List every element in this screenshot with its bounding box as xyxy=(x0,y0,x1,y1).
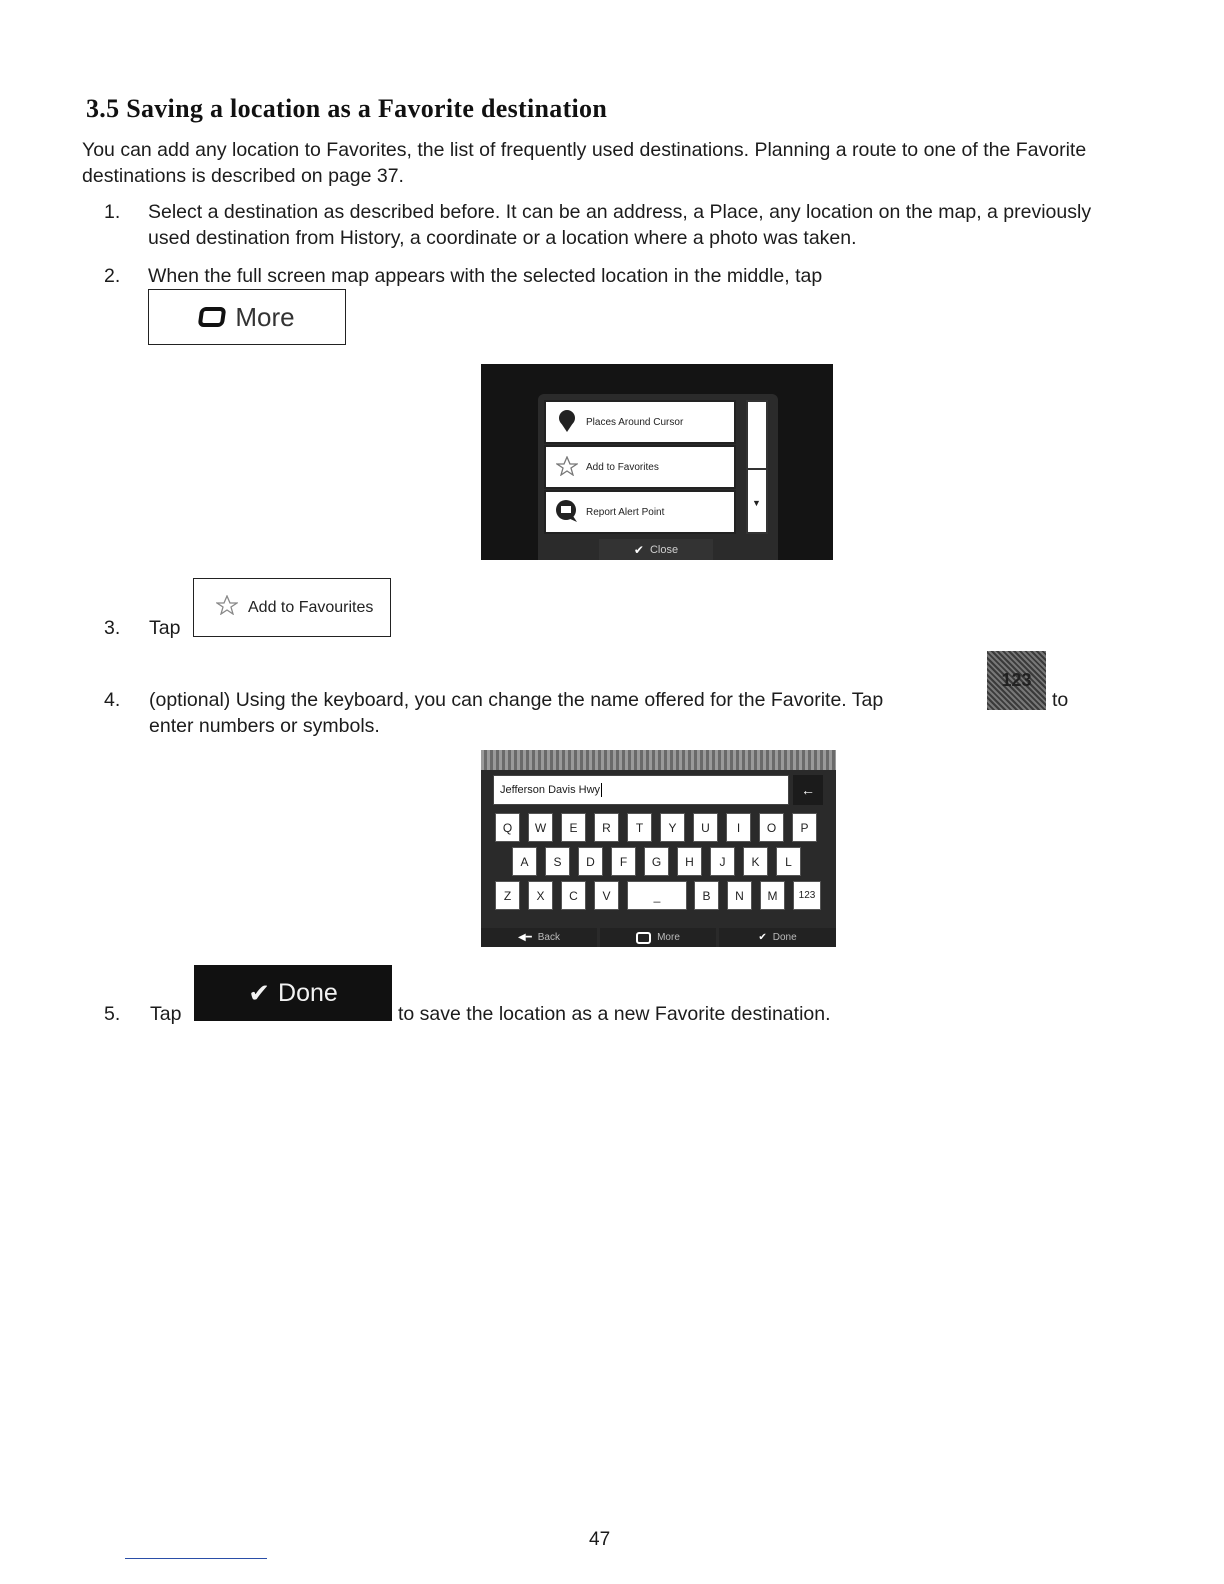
key-i[interactable]: I xyxy=(726,813,751,842)
key-e[interactable]: E xyxy=(561,813,586,842)
done-button[interactable] xyxy=(194,965,392,1021)
menu-item-label: Places Around Cursor xyxy=(586,416,684,428)
keyboard-back-label: Back xyxy=(537,932,560,943)
step-3-number: 3. xyxy=(104,617,121,639)
keyboard-done-label: Done xyxy=(772,932,797,943)
check-icon: ✔ xyxy=(248,977,271,1008)
key-r[interactable]: R xyxy=(594,813,619,842)
key-j[interactable]: J xyxy=(710,847,735,876)
more-icon xyxy=(198,307,227,327)
key-f[interactable]: F xyxy=(611,847,636,876)
menu-item-add-to-favorites[interactable] xyxy=(544,445,736,489)
menu-screenshot xyxy=(481,364,833,560)
key-l[interactable]: L xyxy=(776,847,801,876)
key-q[interactable]: Q xyxy=(495,813,520,842)
step-4-text-line2: enter numbers or symbols. xyxy=(149,715,380,737)
section-heading: 3.5 Saving a location as a Favorite destination xyxy=(86,94,608,123)
more-icon xyxy=(636,932,651,944)
menu-item-label: Report Alert Point xyxy=(586,506,665,518)
footnote-rule xyxy=(125,1558,267,1559)
key-c[interactable]: C xyxy=(561,881,586,910)
name-input[interactable] xyxy=(493,775,789,805)
key-o[interactable]: O xyxy=(759,813,784,842)
key-a[interactable]: A xyxy=(512,847,537,876)
key-b[interactable]: B xyxy=(694,881,719,910)
step-5-text-after: to save the location as a new Favorite destination. xyxy=(398,1003,831,1025)
key-d[interactable]: D xyxy=(578,847,603,876)
key-x[interactable]: X xyxy=(528,881,553,910)
keyboard-back-button[interactable] xyxy=(481,928,597,947)
close-button[interactable] xyxy=(599,539,713,560)
more-button[interactable] xyxy=(148,289,346,345)
key-m[interactable]: M xyxy=(760,881,785,910)
key-g[interactable]: G xyxy=(644,847,669,876)
step-3-text: Tap xyxy=(149,617,181,639)
keyboard-more-label: More xyxy=(657,932,680,943)
star-icon xyxy=(216,595,238,620)
key-space[interactable]: _ xyxy=(627,881,687,910)
key-u[interactable]: U xyxy=(693,813,718,842)
numbers-key-label: 123 xyxy=(1001,670,1032,690)
key-w[interactable]: W xyxy=(528,813,553,842)
key-p[interactable]: P xyxy=(792,813,817,842)
backspace-icon: ← xyxy=(801,782,815,798)
scroll-down-icon: ▼ xyxy=(752,498,761,508)
menu-scrollbar[interactable] xyxy=(746,400,768,534)
keyboard-more-button[interactable] xyxy=(600,928,716,947)
step-1-text: Select a destination as described before. It can be an address, a Place, any location on the map, a previously used destination from History, a coordinate or a location where a photo was taken. xyxy=(148,201,1092,249)
step-1-number: 1. xyxy=(104,201,121,223)
key-z[interactable]: Z xyxy=(495,881,520,910)
step-2-text: When the full screen map appears with the selected location in the middle, tap xyxy=(148,265,823,287)
key-t[interactable]: T xyxy=(627,813,652,842)
key-h[interactable]: H xyxy=(677,847,702,876)
menu-item-report-alert-point[interactable] xyxy=(544,490,736,534)
key-123[interactable]: 123 xyxy=(793,881,821,910)
name-input-value: Jefferson Davis Hwy xyxy=(500,784,601,796)
keyboard-done-button[interactable] xyxy=(719,928,836,947)
key-v[interactable]: V xyxy=(594,881,619,910)
page-number: 47 xyxy=(589,1529,611,1550)
keyboard-title-bar xyxy=(481,750,836,770)
close-button-label: Close xyxy=(649,543,679,556)
intro-paragraph: You can add any location to Favorites, the list of frequently used destinations. Planning a route to one of the Favorite destinations is described on page 37. xyxy=(82,139,1087,187)
step-4-text-after: to xyxy=(1052,689,1069,711)
back-arrow-icon: ◀━ xyxy=(518,932,532,943)
add-to-favourites-label: Add to Favourites xyxy=(248,598,374,616)
more-button-label: More xyxy=(235,301,295,332)
step-4-number: 4. xyxy=(104,689,121,711)
menu-item-label: Add to Favorites xyxy=(586,461,659,473)
key-k[interactable]: K xyxy=(743,847,768,876)
key-n[interactable]: N xyxy=(727,881,752,910)
key-y[interactable]: Y xyxy=(660,813,685,842)
add-to-favourites-button[interactable] xyxy=(193,578,391,637)
step-5-text: Tap xyxy=(150,1003,182,1025)
done-button-label: Done xyxy=(278,978,338,1007)
menu-item-places-around-cursor[interactable] xyxy=(544,400,736,444)
star-icon xyxy=(554,456,580,479)
keyboard-screenshot xyxy=(481,750,836,947)
check-icon: ✔ xyxy=(633,542,644,557)
check-icon: ✔ xyxy=(758,932,767,943)
step-5-number: 5. xyxy=(104,1003,121,1025)
numbers-key-button[interactable] xyxy=(987,651,1046,710)
pin-icon xyxy=(554,409,580,436)
backspace-key[interactable] xyxy=(793,775,823,805)
alert-camera-icon xyxy=(554,498,580,527)
key-s[interactable]: S xyxy=(545,847,570,876)
step-2-number: 2. xyxy=(104,265,121,287)
step-4-text: (optional) Using the keyboard, you can change the name offered for the Favorite. Tap xyxy=(149,689,884,711)
